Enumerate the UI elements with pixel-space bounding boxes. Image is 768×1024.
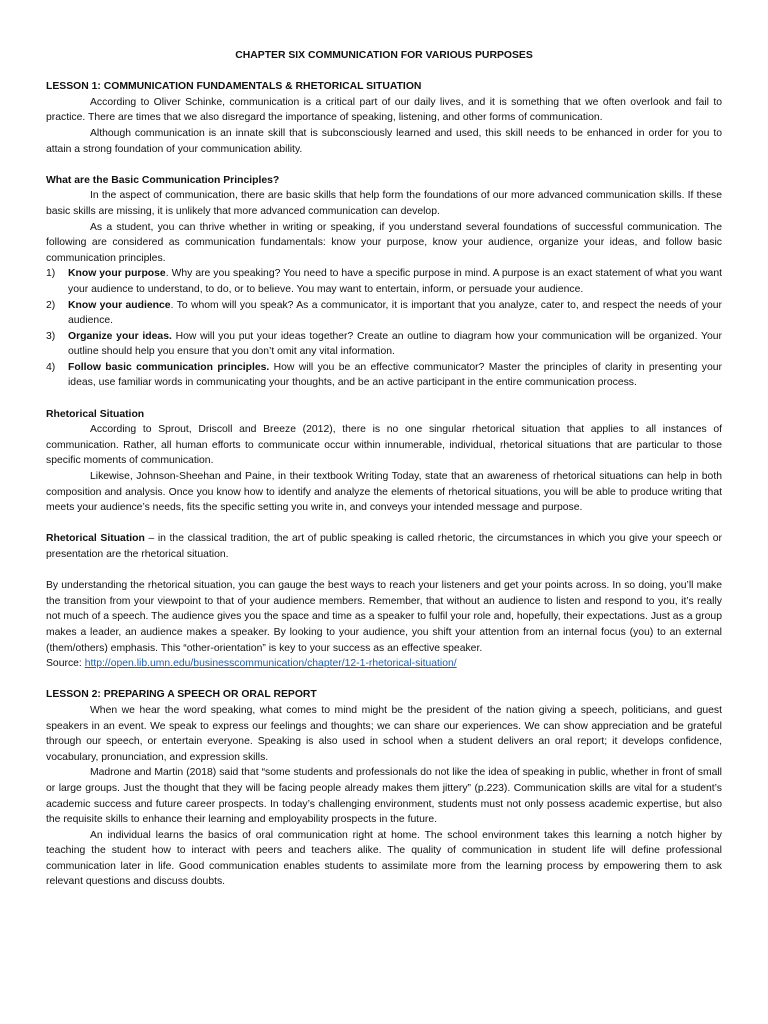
list-lead: Know your audience (68, 299, 171, 311)
list-text: . To whom will you speak? As a communicator, it is important that you analyze, cater to, and respect the needs of your audience. (68, 299, 722, 327)
document-page (46, 48, 722, 890)
list-lead: Follow basic communication principles. (68, 361, 270, 373)
rhetorical-definition (46, 531, 722, 562)
lesson2-paragraph-2: Madrone and Martin (2018) said that “some students and professionals do not like the idea of speaking in public, whether in front of small or large groups. Just the thought that they will be facing people already makes them jittery” (p.223). Communication skills are vital for a student’s academic success and future career prospects. In today’s challenging environment, students must not only possess academic expertise, but also the requisite skills to enhance their learning and employability prospects in the future. (46, 767, 722, 826)
list-item (46, 298, 722, 329)
list-item (46, 360, 722, 391)
definition-term: Rhetorical Situation (46, 533, 145, 545)
source-label: Source: (46, 658, 85, 670)
principles-paragraph-1: In the aspect of communication, there are basic skills that help form the foundations of our more advanced communication skills. If these basic skills are missing, it is unlikely that more advanced communication can develop. (46, 190, 722, 217)
lesson1-paragraph-2: Although communication is an innate skill that is subconsciously learned and used, this skill needs to be enhanced in order for you to attain a strong foundation of your communication ability. (46, 127, 722, 155)
lesson1-heading: LESSON 1: COMMUNICATION FUNDAMENTALS & RHETORICAL SITUATION (46, 81, 422, 93)
list-number: 4) (46, 361, 56, 373)
rhetorical-paragraph-2: Likewise, Johnson-Sheehan and Paine, in their textbook Writing Today, state that an awareness of rhetorical situations can help in both composition and analysis. Once you know how to identify and analyze the elements of rhetorical situations, you will be able to produce writing that meets your audience’s needs, fits the specific setting you write in, and conveys your intended message and purpose. (46, 471, 722, 514)
list-text: . Why are you speaking? You need to have a specific purpose in mind. A purpose is an exact statement of what you want your audience to understand, to do, or to believe. You may want to entertain, inform, or persuade your audience. (68, 268, 722, 295)
list-item (46, 329, 722, 360)
definition-text: – in the classical tradition, the art of public speaking is called rhetoric, the circumstances in which you give your speech or presentation are the rhetorical situation. (46, 533, 722, 560)
list-text: How will you put your ideas together? Create an outline to diagram how your communication will be organized. Your outline should help you ensure that you don’t omit any vital information. (68, 330, 722, 358)
source-link[interactable]: http://open.lib.umn.edu/businesscommunication/chapter/12-1-rhetorical-situation/ (84, 658, 457, 670)
list-number: 2) (46, 299, 56, 311)
list-lead: Know your purpose (68, 268, 166, 280)
list-number: 3) (46, 330, 56, 342)
principles-heading: What are the Basic Communication Principles? (46, 174, 280, 186)
lesson2-heading: LESSON 2: PREPARING A SPEECH OR ORAL REPORT (46, 689, 317, 701)
lesson1-paragraph-1: According to Oliver Schinke, communication is a critical part of our daily lives, and it is something that we often overlook and fail to practice. There are times that we also disregard the importance of speaking, listening, and other forms of communication. (46, 96, 722, 124)
principles-paragraph-2: As a student, you can thrive whether in writing or speaking, if you understand several foundations of successful communication. The following are considered as communication fundamentals: know your purpose, know your audience, organize your ideas, and follow basic communication principles. (46, 221, 722, 264)
lesson2-paragraph-1: When we hear the word speaking, what comes to mind might be the president of the nation giving a speech, politicians, and guest speakers in an event. We speak to express our feelings and thoughts; we can share our experiences. We can show appreciation and be grateful through our speech, or entertain everyone. Speaking is also used in school when a student delivers an oral report; it develops confidence, vocabulary, pronunciation, and expression skills. (46, 704, 722, 763)
list-lead: Organize your ideas. (68, 330, 172, 342)
list-item (46, 266, 722, 297)
list-number: 1) (46, 268, 56, 280)
lesson2-paragraph-3: An individual learns the basics of oral communication right at home. The school environment takes this learning a notch higher by teaching the student how to interact with peers and teachers alike. The quality of communication in student life will define professional communication later in life. Good communication enables students to assimilate more from the learning process by empowering them to ask relevant questions and discuss doubts. (46, 829, 722, 888)
rhetorical-paragraph-3: By understanding the rhetorical situation, you can gauge the best ways to reach your listeners and get your points across. In so doing, you’ll make the transition from your viewpoint to that of your audience members. Remember, that without an audience to listen and respond to you, it’s really not much of a speech. The audience gives you the space and time as a speaker to fulfil your role and, hopefully, their expectations. Just as a group makes a leader, an audience makes a speaker. By looking to your audience, you shift your attention from an internal focus (you) to an external (them/others) emphasis. This “other-orientation” is key to your success as an effective speaker. (46, 580, 722, 654)
rhetorical-paragraph-1: According to Sprout, Driscoll and Breeze (2012), there is no one singular rhetorical situation that applies to all instances of communication. Rather, all human efforts to communicate occur within innumerable, individual, rhetorical situations that are particular to those specific moments of communication. (46, 424, 722, 467)
source-line (46, 656, 722, 672)
list-text: How will you be an effective communicator? Master the principles of clarity in presenting your ideas, use familiar words in communicating your thoughts, and be an active participant in the entire communication process. (68, 361, 722, 389)
principles-list (46, 266, 722, 391)
rhetorical-heading: Rhetorical Situation (46, 408, 145, 420)
chapter-title: CHAPTER SIX COMMUNICATION FOR VARIOUS PURPOSES (235, 50, 533, 61)
